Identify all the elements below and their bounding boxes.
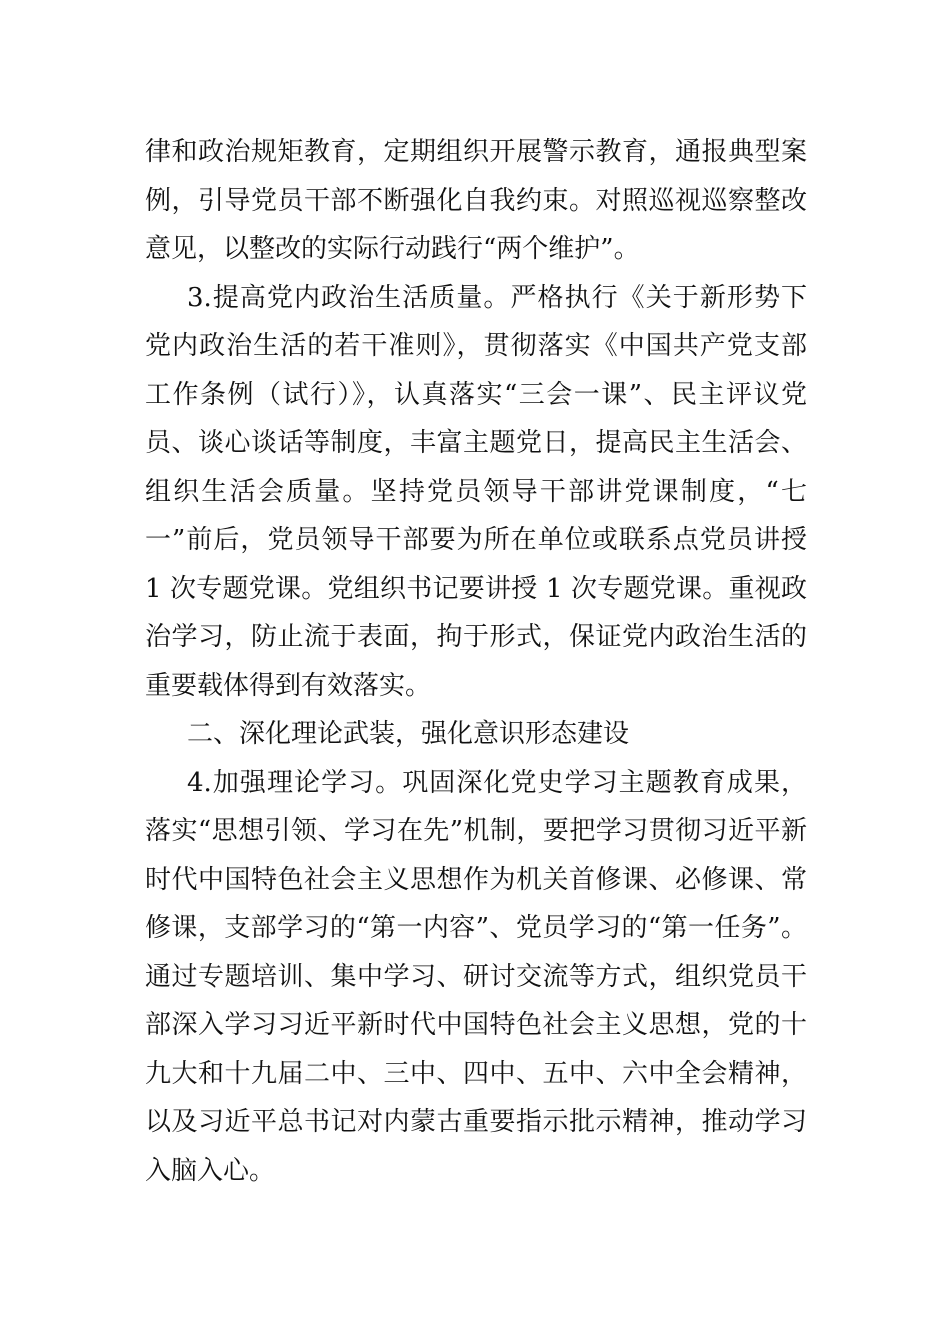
body-text <box>145 128 807 1195</box>
section-heading-theory: 二、深化理论武装，强化意识形态建设 <box>187 719 630 749</box>
paragraph-political-life: 3.提高党内政治生活质量。严格执行《关于新形势下党内政治生活的若干准则》，贯彻落实《中国共产党支部工作条例（试行）》，认真落实“三会一课”、民主评议党员、谈心谈话等制度，丰富主题党日，提高民主生活会、组织生活会质量。坚持党员领导干部讲党课制度，“七一”前后，党员领导干部要为所在单位或联系点党员讲授 1 次专题党课。党组织书记要讲授 1 次专题党课。重视政治学习，防止流于表面，拘于形式，保证党内政治生活的重要载体得到有效落实。 <box>145 282 807 701</box>
paragraph-theory-study: 4.加强理论学习。巩固深化党史学习主题教育成果，落实“思想引领、学习在先”机制，要把学习贯彻习近平新时代中国特色社会主义思想作为机关首修课、必修课、常修课，支部学习的“第一内容”、党员学习的“第一任务”。通过专题培训、集中学习、研讨交流等方式，组织党员干部深入学习习近平新时代中国特色社会主义思想，党的十九大和十九届二中、三中、四中、五中、六中全会精神，以及习近平总书记对内蒙古重要指示批示精神，推动学习入脑入心。 <box>145 767 807 1186</box>
paragraph-discipline-continued: 律和政治规矩教育，定期组织开展警示教育，通报典型案例，引导党员干部不断强化自我约束。对照巡视巡察整改意见，以整改的实际行动践行“两个维护”。 <box>145 137 807 264</box>
